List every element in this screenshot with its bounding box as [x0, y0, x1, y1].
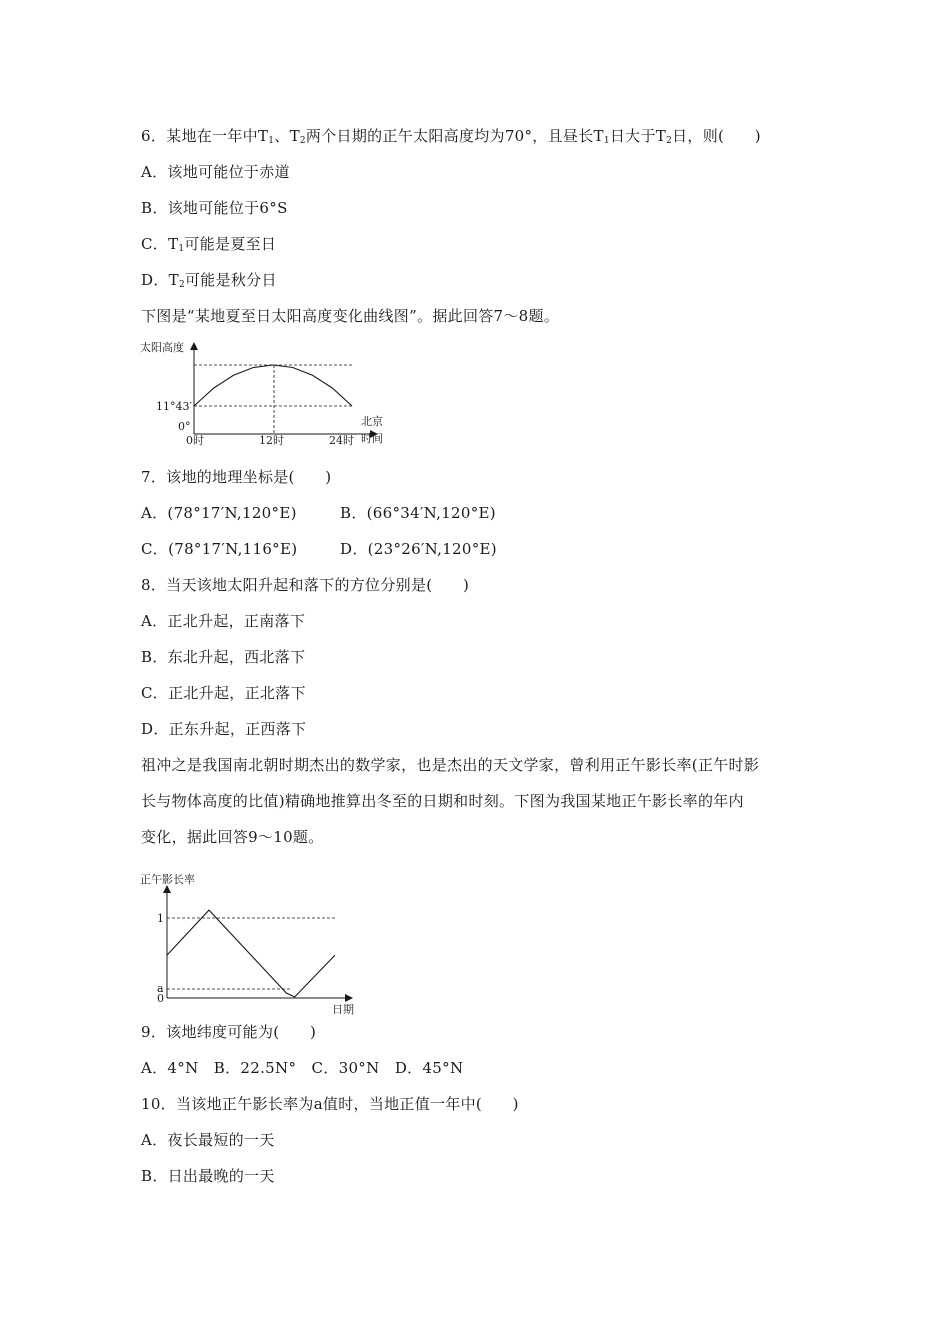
q8-option-b: B．东北升起，西北落下 — [141, 648, 306, 666]
q7-option-a: A．(78°17′N,120°E) — [141, 504, 297, 522]
y-tick-0: 0 — [157, 992, 164, 1005]
q10-option-a: A．夜长最短的一天 — [141, 1131, 275, 1149]
y-axis-label: 太阳高度 — [140, 341, 184, 354]
x-axis-label: 日期 — [332, 1003, 354, 1016]
x-axis-label-line2: 时间 — [361, 432, 383, 445]
x-tick-24: 24时 — [329, 434, 354, 447]
q8-option-d: D．正东升起，正西落下 — [141, 720, 307, 738]
shadow-ratio-line — [167, 910, 335, 997]
intro-9-10-line1: 祖冲之是我国南北朝时期杰出的数学家，也是杰出的天文学家，曾利用正午影长率(正午时影 — [141, 756, 760, 774]
q6-stem: 6．某地在一年中$T_1$、$T_2$两个日期的正午太阳高度均为70°，且昼长$T_1$日大于$T_2$日，则( ) — [141, 127, 761, 146]
q9-options: A．4°N B．22.5N° C．30°N D．45°N — [141, 1059, 464, 1077]
solar-altitude-chart — [138, 338, 398, 450]
q7-stem: 7．该地的地理坐标是( ) — [141, 468, 332, 486]
x-axis-label-line1: 北京 — [361, 415, 383, 428]
intro-7-8: 下图是“某地夏至日太阳高度变化曲线图”。据此回答7～8题。 — [141, 307, 560, 325]
q6-option-d: D．$T_2$可能是秋分日 — [141, 271, 277, 290]
q7-option-d: D．(23°26′N,120°E) — [340, 540, 497, 558]
y-axis-label: 正午影长率 — [140, 873, 195, 886]
q8-stem: 8．当天该地太阳升起和落下的方位分别是( ) — [141, 576, 470, 594]
shadow-ratio-chart — [138, 870, 368, 1018]
y-tick-zero: 0° — [178, 420, 191, 433]
altitude-curve — [194, 365, 352, 406]
y-tick-min: 11°43′ — [156, 400, 192, 413]
q6-option-c: C．$T_1$可能是夏至日 — [141, 235, 277, 254]
x-tick-12: 12时 — [259, 434, 284, 447]
q9-stem: 9．该地纬度可能为( ) — [141, 1023, 317, 1041]
q10-option-b: B．日出最晚的一天 — [141, 1167, 275, 1185]
q8-option-a: A．正北升起，正南落下 — [141, 612, 306, 630]
q10-stem: 10．当该地正午影长率为a值时，当地正值一年中( ) — [141, 1095, 519, 1113]
q6-option-b: B．该地可能位于6°S — [141, 199, 288, 217]
q8-option-c: C．正北升起，正北落下 — [141, 684, 306, 702]
intro-9-10 — [141, 747, 821, 855]
y-tick-1: 1 — [157, 912, 164, 925]
q7-option-b: B．(66°34′N,120°E) — [340, 504, 496, 522]
intro-9-10-line3: 变化，据此回答9～10题。 — [141, 828, 324, 846]
q7-option-c: C．(78°17′N,116°E) — [141, 540, 298, 558]
intro-9-10-line2: 长与物体高度的比值)精确地推算出冬至的日期和时刻。下图为我国某地正午影长率的年内 — [141, 792, 744, 810]
y-tick-a: a — [157, 982, 164, 995]
x-tick-0: 0时 — [186, 434, 204, 447]
q6-option-a: A．该地可能位于赤道 — [141, 163, 290, 181]
